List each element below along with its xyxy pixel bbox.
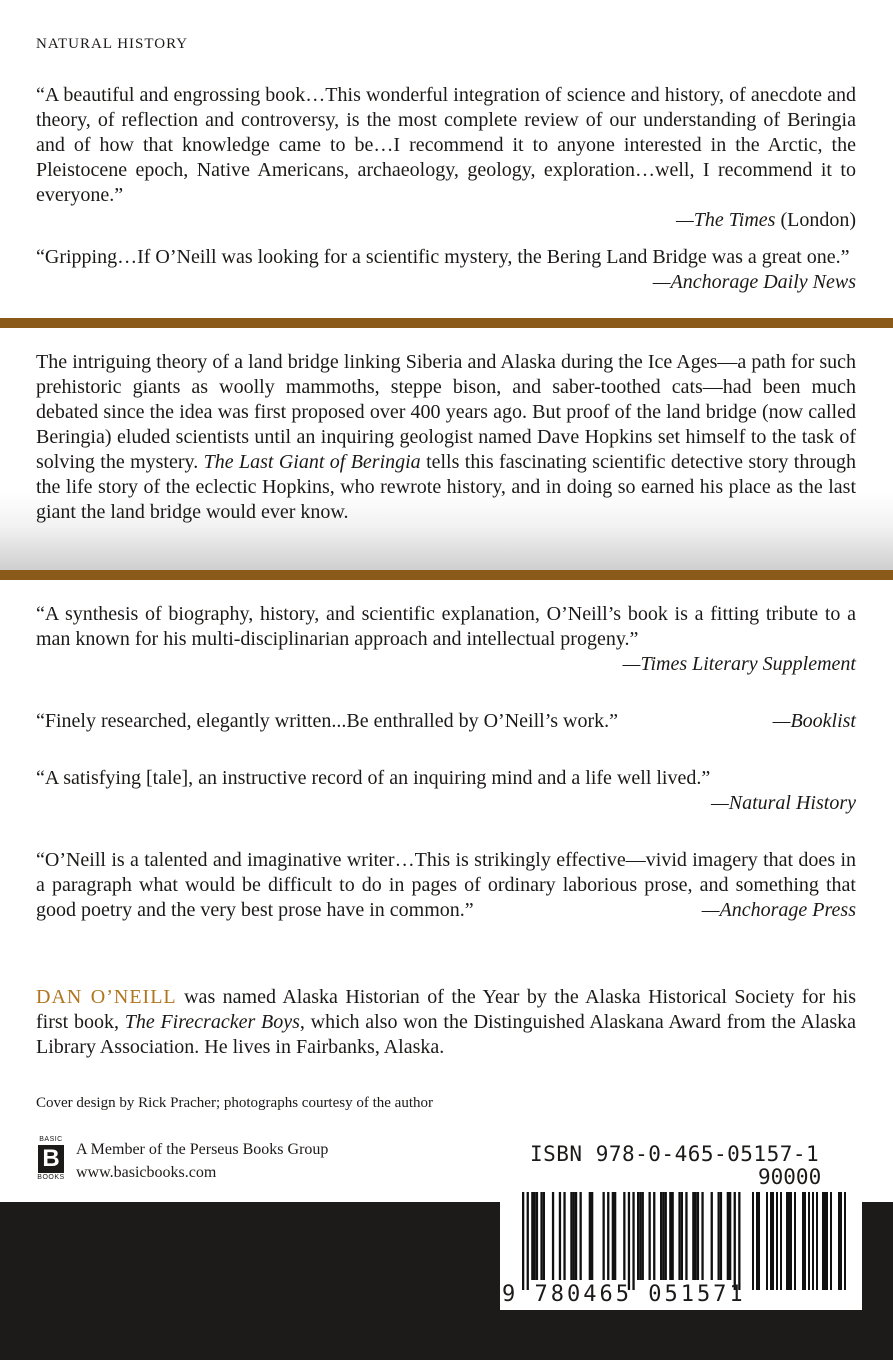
addon-bar — [794, 1192, 796, 1290]
addon-bar — [802, 1192, 804, 1290]
barcode-bar — [672, 1192, 674, 1280]
addon-bar — [766, 1192, 768, 1290]
addon-bar — [840, 1192, 842, 1290]
addon-bar — [752, 1192, 754, 1290]
publisher-url[interactable]: www.basicbooks.com — [76, 1164, 217, 1181]
addon-bar — [756, 1192, 758, 1290]
price-code: 90000 — [758, 1165, 822, 1189]
barcode-bar — [738, 1192, 740, 1290]
quote-anchorage-daily-news — [36, 245, 856, 295]
barcode-bar — [632, 1192, 634, 1290]
addon-bar — [772, 1192, 774, 1290]
barcode-bar — [701, 1192, 703, 1280]
barcode-bar — [559, 1192, 561, 1280]
addon-bar — [824, 1192, 826, 1290]
quote-source: —Anchorage Press — [701, 899, 856, 921]
barcode-bar — [678, 1192, 680, 1280]
addon-bar — [776, 1192, 778, 1290]
publisher-logo: BASIC B BOOKS — [37, 1136, 65, 1181]
barcode-bar — [540, 1192, 542, 1280]
addon-bar — [758, 1192, 760, 1290]
quote-source: —Booklist — [772, 710, 856, 732]
barcode-bar — [628, 1192, 630, 1290]
barcode-bar — [612, 1192, 614, 1280]
publisher-text — [76, 1138, 328, 1184]
author-book-title: The Firecracker Boys — [124, 1011, 300, 1033]
addon-bar — [804, 1192, 806, 1290]
addon-bar — [816, 1192, 818, 1290]
quote-source: —Times Literary Supplement — [622, 653, 856, 675]
quote-text: “Gripping…If O’Neill was looking for a scientific mystery, the Bering Land Bridge was a great one.” — [36, 246, 850, 268]
quote-source: —Natural History — [710, 792, 856, 814]
quote-text: “A synthesis of biography, history, and scientific explanation, O’Neill’s book is a fitting tribute to a man known for his multi-disciplinarian approach and intellectual progeny.” — [36, 603, 856, 650]
barcode-bar — [660, 1192, 662, 1280]
barcode-bar — [570, 1192, 572, 1280]
barcode-area — [500, 1132, 862, 1310]
barcode-bar — [711, 1192, 713, 1280]
barcode-bar — [580, 1192, 582, 1280]
barcode-bar — [637, 1192, 639, 1280]
barcode-bar — [603, 1192, 605, 1280]
barcode-bar — [543, 1192, 545, 1280]
barcode-bar — [563, 1192, 565, 1280]
book-description: The intriguing theory of a land bridge linking Siberia and Alaska during the Ice Ages—a path for such prehistoric giants as woolly mammoths, steppe bison, and saber-toothed cats—had been much debated since the idea was first proposed over 400 years ago. But proof of the land bridge (now called Beringia) eluded scientists until an inquiring geologist named Dave Hopkins set himself to the task of solving the mystery. The Last Giant of Beringia tells this fascinating scientific detective story through the life story of the eclectic Hopkins, who rewrote history, and in doing so earned his place as the last giant the land bridge would ever know. — [36, 351, 856, 523]
barcode-digits: 9 780465 051571 — [502, 1282, 746, 1307]
barcode-bar — [653, 1192, 655, 1280]
publisher-member-line: A Member of the Perseus Books Group — [76, 1141, 329, 1158]
barcode-bar — [720, 1192, 722, 1280]
barcode-bar — [573, 1192, 575, 1280]
barcode-bar — [589, 1192, 591, 1280]
quote-source: —The Times (London) — [675, 209, 856, 231]
addon-bar — [808, 1192, 810, 1290]
author-name: DAN O’NEILL — [36, 986, 177, 1008]
barcode-bar — [681, 1192, 683, 1280]
author-bio: DAN O’NEILL was named Alaska Historian of the Year by the Alaska Historical Society for his first book, The Firecracker Boys, which also won the Distinguished Alaskana Award from the Alaska Library Association. He lives in Fairbanks, Alaska. — [36, 986, 857, 1058]
publisher-block — [36, 1136, 456, 1184]
barcode-bar — [522, 1192, 524, 1290]
addon-bar — [830, 1192, 832, 1290]
barcode-bar — [734, 1192, 736, 1290]
barcode-bar — [649, 1192, 651, 1280]
top-rule — [0, 318, 893, 328]
barcode-bar — [552, 1192, 554, 1280]
barcode-bar — [642, 1192, 644, 1280]
barcode-bar — [607, 1192, 609, 1280]
barcode-bar — [575, 1192, 577, 1280]
quote-text: “Finely researched, elegantly written...Be enthralled by O’Neill’s work.” — [36, 710, 619, 732]
category-label: NATURAL HISTORY — [36, 36, 189, 52]
cover-credit: Cover design by Rick Pracher; photographs courtesy of the author — [36, 1095, 433, 1111]
quote-natural-history — [36, 766, 856, 816]
addon-bar — [780, 1192, 782, 1290]
quote-source: —Anchorage Daily News — [652, 271, 856, 293]
quote-times — [36, 83, 856, 233]
quote-booklist — [36, 709, 856, 734]
barcode-bar — [692, 1192, 694, 1280]
barcode-bar — [614, 1192, 616, 1280]
barcode-bar — [662, 1192, 664, 1280]
barcode-bar — [697, 1192, 699, 1280]
barcode-bar — [685, 1192, 687, 1280]
bottom-rule — [0, 570, 893, 580]
addon-bar — [770, 1192, 772, 1290]
quote-anchorage-press — [36, 848, 856, 923]
barcode-bar — [623, 1192, 625, 1280]
addon-bar — [844, 1192, 846, 1290]
barcode-bar — [729, 1192, 731, 1280]
book-title: The Last Giant of Beringia — [203, 451, 421, 473]
isbn-text: ISBN 978-0-465-05157-1 — [530, 1142, 820, 1166]
barcode-bar — [591, 1192, 593, 1280]
addon-bar — [838, 1192, 840, 1290]
addon-bar — [790, 1192, 792, 1290]
barcode-bar — [718, 1192, 720, 1280]
addon-bar — [786, 1192, 788, 1290]
barcode-bar — [536, 1192, 538, 1280]
barcode-bar — [695, 1192, 697, 1280]
addon-bar — [788, 1192, 790, 1290]
barcode-bar — [527, 1192, 529, 1290]
quote-tls — [36, 602, 856, 677]
barcode-bar — [727, 1192, 729, 1280]
barcode-bar — [531, 1192, 533, 1280]
barcode-bar — [639, 1192, 641, 1280]
addon-bar — [822, 1192, 824, 1290]
barcode-bar — [665, 1192, 667, 1280]
quote-text: “A satisfying [tale], an instructive record of an inquiring mind and a life well lived.” — [36, 767, 711, 789]
barcode-bar — [534, 1192, 536, 1280]
quote-text: “A beautiful and engrossing book…This wonderful integration of science and history, of anecdote and theory, of reflection and controversy, is the most complete review of our understanding of Beringia and of how that knowledge came to be…I recommend it to anyone interested in the Arctic, the Pleistocene epoch, Native Americans, archaeology, geology, exploration…well, I recommend it to everyone.” — [36, 84, 856, 206]
addon-bar — [826, 1192, 828, 1290]
addon-bar — [812, 1192, 814, 1290]
quote-text: “O’Neill is a talented and imaginative writer…This is strikingly effective—vivid imagery that does in a paragraph what would be difficult to do in pages of ordinary laborious prose, and something that good poetry and the very best prose have in common.” — [36, 849, 856, 921]
barcode-bar — [669, 1192, 671, 1280]
